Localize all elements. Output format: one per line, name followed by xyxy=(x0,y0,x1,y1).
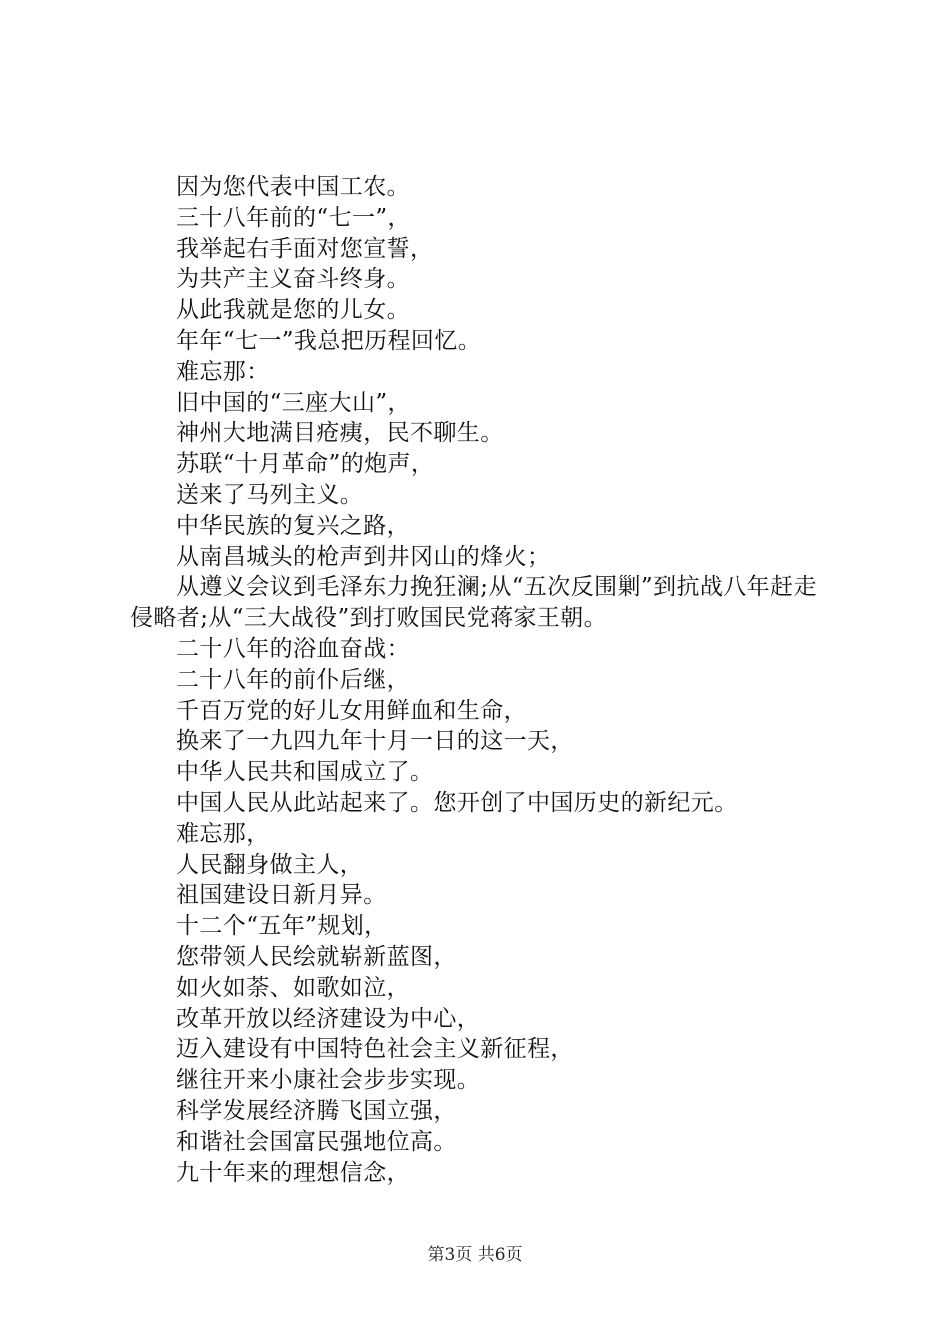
document-body xyxy=(130,172,835,1188)
paragraph: 九十年来的理想信念， xyxy=(176,1159,410,1186)
paragraph: 人民翻身做主人， xyxy=(176,851,364,878)
paragraph: 为共产主义奋斗终身。 xyxy=(176,266,410,293)
paragraph: 神州大地满目疮痍，民不聊生。 xyxy=(176,420,504,447)
paragraph: 从南昌城头的枪声到井冈山的烽火； xyxy=(176,543,551,570)
paragraph: 祖国建设日新月异。 xyxy=(176,882,387,909)
paragraph: 难忘那， xyxy=(176,820,270,847)
paragraph: 年年“七一”我总把历程回忆。 xyxy=(176,327,482,354)
page-footer: 第3页 共6页 xyxy=(427,1245,523,1265)
paragraph: 中国人民从此站起来了。您开创了中国历史的新纪元。 xyxy=(176,789,738,816)
paragraph: 您带领人民绘就崭新蓝图， xyxy=(176,943,457,970)
paragraph: 我举起右手面对您宣誓， xyxy=(176,235,434,262)
paragraph: 换来了一九四九年十月一日的这一天， xyxy=(176,728,574,755)
paragraph: 因为您代表中国工农。 xyxy=(176,174,410,200)
paragraph: 二十八年的浴血奋战： xyxy=(176,635,410,662)
paragraph: 送来了马列主义。 xyxy=(176,481,364,508)
paragraph: 从此我就是您的儿女。 xyxy=(176,297,410,324)
paragraph: 中华人民共和国成立了。 xyxy=(176,759,434,786)
paragraph: 如火如荼、如歌如泣， xyxy=(176,974,410,1001)
paragraph: 继往开来小康社会步步实现。 xyxy=(176,1067,481,1094)
paragraph: 千百万党的好儿女用鲜血和生命， xyxy=(176,697,527,724)
paragraph: 改革开放以经济建设为中心， xyxy=(176,1005,481,1032)
paragraph: 科学发展经济腾飞国立强， xyxy=(176,1097,457,1124)
paragraph: 十二个“五年”规划， xyxy=(176,913,388,940)
paragraph: 和谐社会国富民强地位高。 xyxy=(176,1128,457,1155)
paragraph: 难忘那： xyxy=(176,358,270,385)
paragraph: 苏联“十月革命”的炮声， xyxy=(176,451,435,478)
paragraph: 从遵义会议到毛泽东力挽狂澜;从“五次反围剿”到抗战八年赶走侵略者;从“三大战役”到打败国民党蒋家王朝。 xyxy=(130,574,817,632)
paragraph: 中华民族的复兴之路， xyxy=(176,512,410,539)
paragraph: 三十八年前的“七一”， xyxy=(176,204,411,231)
paragraph: 二十八年的前仆后继， xyxy=(176,666,410,693)
paragraph: 旧中国的“三座大山”， xyxy=(176,389,411,416)
paragraph: 迈入建设有中国特色社会主义新征程， xyxy=(176,1036,574,1063)
